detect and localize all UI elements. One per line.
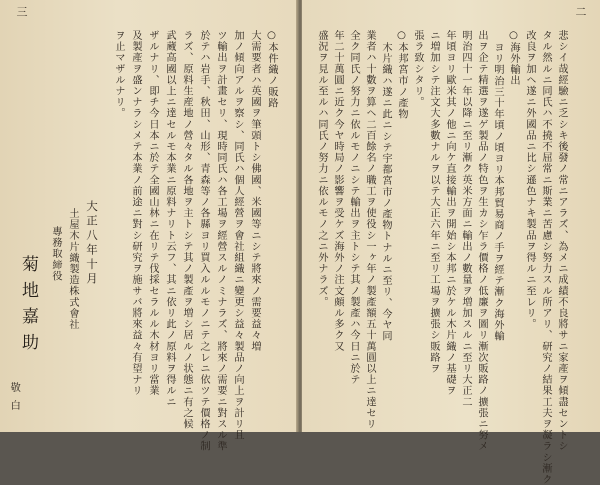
right-col-12: 木片織ハ遂ニ此ニシテ宇都宮市ノ產物トナルニ至リ、今ヤ同 [380,42,391,342]
right-col-6: 出ヲ企テ精選ヲ遂ゲ製品ノ特色ヲ生カシ乍ラ價格ノ低廉ヲ圖リ漸次販路ノ擴張ニ努メ [476,30,487,452]
right-col-15: 年二十萬圓ニ近ク今ヤ時局ノ影響ヲ受ケズ海外ノ注文頗ル多ク又 [332,30,343,352]
company-name: 土屋木片織製造株式會社 [67,208,78,331]
right-col-14: 全ク同氏ノ努力ニ依ルモノニシテ輸出ヲ主トシテ其ノ製產ハ今日ニ於テ [348,30,359,386]
right-page-number: 二 [574,6,587,17]
right-page [302,0,600,485]
left-col-1: ○本件織ノ販路 [266,30,277,109]
right-col-13: 業者ハ十數ヲ算ヘ二百餘名ノ職工ヲ使役シ一ヶ年ノ製產額五十萬圓以上ニ達セリ [364,30,375,430]
left-col-6: ラズ、原料生産地ノ營々タル各地ヲ主トシテ其ノ製產ヲ増シ居ルノ状態ニ有之候 [181,30,192,430]
document-date: 大正八年十月 [85,200,99,287]
right-col-1: 悲シイ哉經驗ニ乏シキ後發ノ常ニアラズ、為メニ成績不良將サニ家產ヲ傾盡セントシ [556,30,567,452]
left-page-number: 三 [15,6,28,17]
right-col-8: 年頃ヨリ歐米其ノ他ニ向ケ直接輸出ヲ開始シ本邦ニ於ケル木片織ノ基礎ヲ [444,30,455,397]
right-col-16: 盛況ヲ見ル至ルハ同氏ノ努力ニ依ルモノ之ニ外ナラズ。 [316,30,327,308]
right-col-5: ヨリ明治三十年頃ノ頃ヨリ本邦貿易商ノ手ヲ經テ漸ク海外輸 [492,42,503,342]
left-col-8: ザルナリ、即チ今日本ニ於テ全國山林ニ在リテ伐採セラルル木材ヨリ當業 [147,30,158,397]
right-col-7: 明治四十一年以降ニ至リ漸ク英米方面ニ輸出ノ數量ヲ増加スルニ至リ大正二 [460,30,471,408]
left-page [0,0,298,452]
left-col-10: ヲ止マザルナリ。 [113,30,124,119]
signer-name: 菊地嘉助 [18,255,38,359]
left-col-2: 大需要者ハ英國ヲ筆頭トシ佛國、米國等ニシテ將來ノ需要益々増 [249,30,260,352]
right-col-2: タル然ルニ同氏ハ不撓不屈常ニ斯業ニ苦慮シ努力スル所アリ、研究ノ結果工夫ヲ凝ラシ漸ク [540,30,551,485]
right-col-9: ニ増加シテ注文大多數ナルヲ以テ大正六年ニ至リ工場ヲ擴張シ販路ヲ [428,30,439,375]
closing-word: 敬白 [8,382,20,419]
signer-title: 專務取締役 [50,226,61,282]
right-col-4: ○海外輸出 [508,30,519,87]
right-col-11: ○本邦宮市ノ產物 [396,30,407,120]
left-col-9: 及製產ヲ盛ンナラシメテ本業ノ前途ニ對シ研究ヲ施サバ將來益々有望ナリ [130,30,141,397]
left-col-5: 於テハ岩手、秋田、山形、青森等ノ各縣ヨリ買入ルルモノニテ之レニ依ツテ價格ノ制 [198,30,209,452]
left-col-4: ツ輸出ヲ計畫セリ、現時同氏ハ各工場ヲ經營スルノミナラズ、將來ノ需要ニ對スル準 [215,30,226,452]
right-col-3: 改良ヲ加ヘ遂ニ外國品ニ比シ遜色ナキ製品ヲ得ルニ至レリ。 [524,30,535,330]
right-col-10: 張ラ致シタリ。 [412,30,423,108]
left-col-3: 加ノ傾向アルヲ察シ、同氏ハ個人經營ヲ會社組織ニ變更シ益々製品ノ向上ヲ計リ且 [232,30,243,441]
left-col-7: 武蔵高國以上ニ達セルモ本業ニ原料ナリト云フ、其ニ依リ此ノ原料ヲ得ルニ [164,30,175,408]
